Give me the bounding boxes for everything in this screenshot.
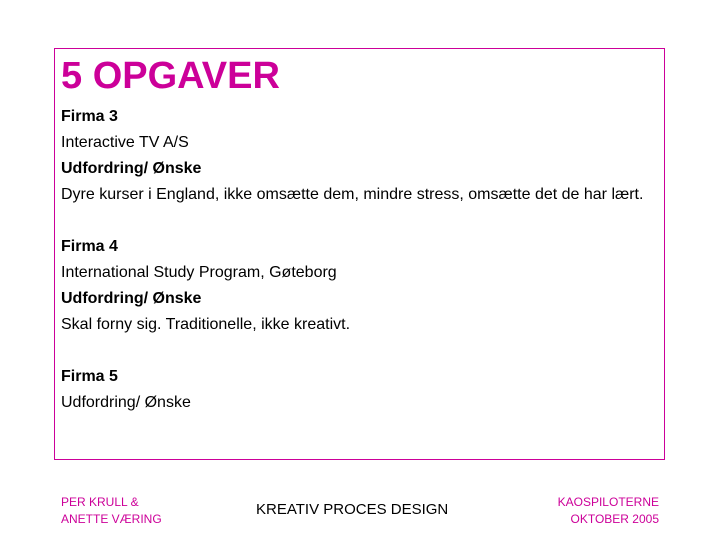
footer-date-line: OKTOBER 2005	[570, 512, 659, 526]
section-line: Dyre kurser i England, ikke omsætte dem, mindre stress, omsætte det de har lært.	[61, 186, 644, 203]
section-heading: Firma 4	[61, 238, 118, 255]
section-line: Udfordring/ Ønske	[61, 290, 202, 307]
slide-body	[61, 104, 657, 416]
section-heading: Firma 5	[61, 368, 118, 385]
section-line: International Study Program, Gøteborg	[61, 264, 337, 281]
section-heading: Firma 3	[61, 108, 118, 125]
section-line: Udfordring/ Ønske	[61, 160, 202, 177]
section-firma-4	[61, 234, 657, 338]
footer-org-line: KAOSPILOTERNE	[557, 495, 659, 509]
footer-organization	[558, 494, 659, 528]
footer-authors	[61, 494, 162, 528]
section-line: Udfordring/ Ønske	[61, 394, 191, 411]
section-line: Interactive TV A/S	[61, 134, 189, 151]
section-line: Skal forny sig. Traditionelle, ikke kreativt.	[61, 316, 351, 333]
footer-author-line: ANETTE VÆRING	[61, 512, 162, 526]
footer-course-title: KREATIV PROCES DESIGN	[256, 501, 449, 518]
footer-author-line: PER KRULL &	[61, 495, 139, 509]
slide-title: 5 OPGAVER	[61, 55, 280, 97]
section-firma-3	[61, 104, 657, 208]
section-firma-5	[61, 364, 657, 416]
